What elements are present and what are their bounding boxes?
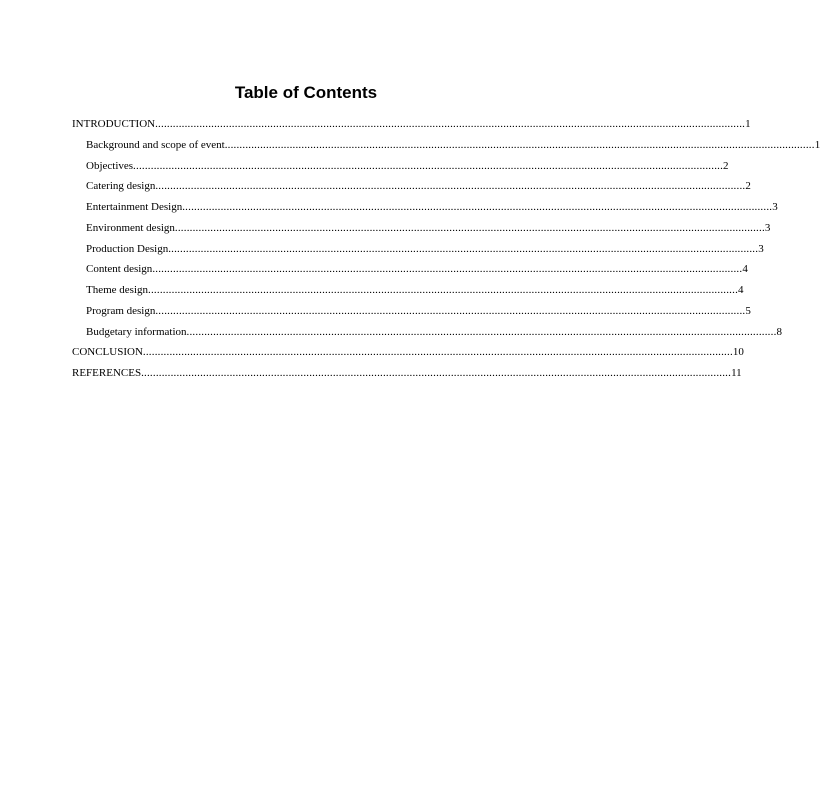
- dot-leader: ........................................................................................................................................................................................................: [155, 118, 746, 130]
- toc-entry-label: Background and scope of event: [86, 138, 225, 151]
- dot-leader: ........................................................................................................................................................................................................: [186, 325, 777, 338]
- toc-list: [72, 114, 820, 384]
- toc-entry-label: Content design: [86, 263, 153, 276]
- toc-entry-page: 4: [738, 284, 744, 296]
- toc-entry-label: REFERENCES: [72, 367, 142, 379]
- dot-leader: ........................................................................................................................................................................................................: [141, 367, 732, 379]
- toc-entry-label: INTRODUCTION: [72, 118, 156, 130]
- toc-entry-page: 3: [772, 201, 778, 213]
- toc-entry-page: 10: [732, 346, 744, 359]
- toc-entry-environment-design[interactable]: [72, 218, 771, 239]
- toc-entry-catering-design[interactable]: [72, 176, 751, 197]
- toc-entry-content-design[interactable]: [72, 259, 748, 280]
- dot-leader: ........................................................................................................................................................................................................: [142, 346, 733, 359]
- dot-leader: ........................................................................................................................................................................................................: [155, 304, 746, 317]
- toc-entry-budgetary-information[interactable]: [72, 322, 783, 343]
- toc-entry-page: 1: [814, 138, 820, 151]
- dot-leader: ........................................................................................................................................................................................................: [182, 201, 773, 213]
- toc-entry-page: 3: [764, 221, 771, 234]
- dot-leader: ........................................................................................................................................................................................................: [174, 221, 765, 234]
- toc-entry-production-design[interactable]: [72, 239, 764, 260]
- toc-entry-background-and-scope[interactable]: [72, 135, 820, 156]
- dot-leader: ........................................................................................................................................................................................................: [148, 284, 739, 296]
- toc-entry-program-design[interactable]: [72, 301, 751, 322]
- toc-entry-references[interactable]: [72, 363, 742, 384]
- toc-entry-entertainment-design[interactable]: [72, 197, 778, 218]
- dot-leader: ........................................................................................................................................................................................................: [133, 159, 724, 172]
- toc-entry-page: 1: [745, 118, 751, 130]
- toc-entry-label: Catering design: [86, 180, 156, 193]
- dot-leader: ........................................................................................................................................................................................................: [155, 180, 746, 193]
- toc-entry-page: 11: [731, 367, 742, 379]
- dot-leader: ........................................................................................................................................................................................................: [152, 263, 743, 276]
- dot-leader: ........................................................................................................................................................................................................: [224, 138, 815, 151]
- toc-entry-theme-design[interactable]: [72, 280, 744, 301]
- toc-entry-page: 8: [776, 325, 783, 338]
- toc-entry-label: Objectives: [86, 159, 134, 172]
- toc-entry-page: 5: [745, 304, 751, 317]
- toc-entry-page: 3: [758, 242, 764, 255]
- toc-entry-page: 2: [723, 159, 729, 172]
- toc-entry-label: CONCLUSION: [72, 346, 143, 359]
- toc-title: Table of Contents: [234, 83, 378, 102]
- toc-entry-page: 2: [745, 180, 751, 193]
- toc-entry-conclusion[interactable]: [72, 342, 744, 363]
- dot-leader: ........................................................................................................................................................................................................: [168, 242, 759, 255]
- toc-entry-label: Production Design: [86, 242, 169, 255]
- toc-entry-label: Entertainment Design: [86, 201, 183, 213]
- toc-entry-page: 4: [742, 263, 748, 276]
- toc-entry-label: Environment design: [86, 221, 175, 234]
- toc-entry-label: Theme design: [86, 284, 149, 296]
- toc-entry-label: Budgetary information: [86, 325, 187, 338]
- toc-entry-objectives[interactable]: [72, 156, 729, 177]
- toc-entry-introduction[interactable]: [72, 114, 751, 135]
- toc-entry-label: Program design: [86, 304, 156, 317]
